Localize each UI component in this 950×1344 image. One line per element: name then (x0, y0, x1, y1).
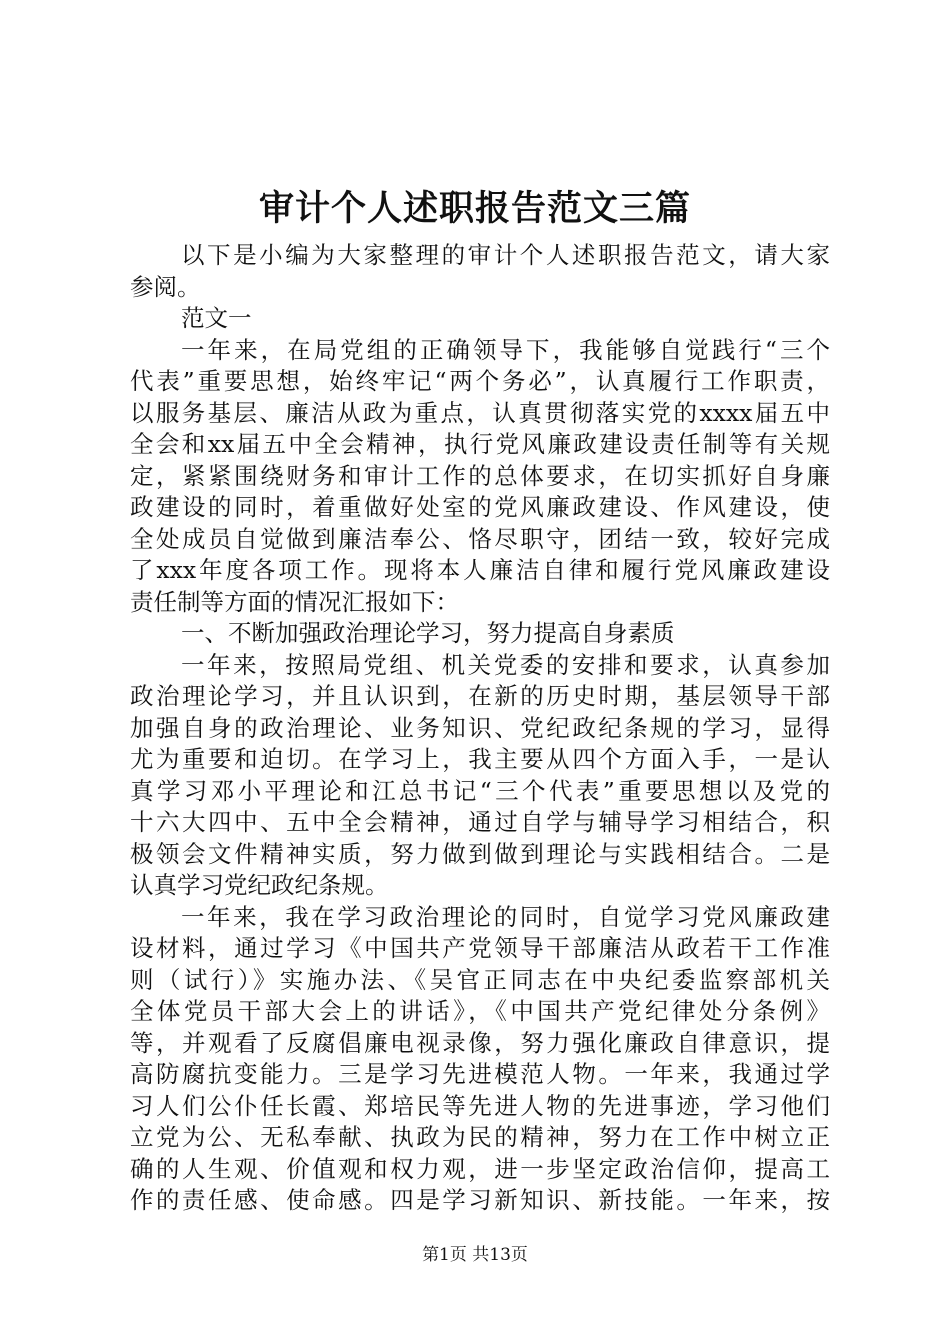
section-heading: 一、不断加强政治理论学习，努力提高自身素质 (181, 619, 675, 647)
paragraph-line: 十六大四中、五中全会精神，通过自学与辅导学习相结合，积 (130, 808, 830, 836)
paragraph-line: 代表”重要思想，始终牢记“两个务必”，认真履行工作职责， (130, 367, 830, 395)
paragraph-line: 作的责任感、使命感。四是学习新知识、新技能。一年来，按 (130, 1186, 830, 1214)
paragraph-line: 以服务基层、廉洁从政为重点，认真贯彻落实党的xxxx届五中 (130, 398, 830, 427)
document-body (130, 240, 830, 1217)
paragraph-line: 政治理论学习，并且认识到，在新的历史时期，基层领导干部 (130, 682, 830, 710)
paragraph-line: 全体党员干部大会上的讲话》，《中国共产党纪律处分条例》 (130, 997, 830, 1025)
paragraph-line: 加强自身的政治理论、业务知识、党纪政纪条规的学习，显得 (130, 713, 830, 742)
paragraph-line: 高防腐抗变能力。三是学习先进模范人物。一年来，我通过学 (130, 1060, 830, 1088)
paragraph-line: 定，紧紧围绕财务和审计工作的总体要求，在切实抓好自身廉 (130, 461, 830, 490)
paragraph-line: 全处成员自觉做到廉洁奉公、恪尽职守，团结一致，较好完成 (130, 524, 830, 553)
paragraph-line: 认真学习党纪政纪条规。 (130, 871, 389, 899)
paragraph-line: 参阅。 (130, 272, 201, 301)
page-number-footer: 第1页 共13页 (422, 1245, 528, 1265)
paragraph-line: 确的人生观、价值观和权力观，进一步坚定政治信仰，提高工 (130, 1154, 830, 1183)
paragraph-line: 一年来，按照局党组、机关党委的安排和要求，认真参加 (181, 650, 830, 679)
paragraph-line: 极领会文件精神实质，努力做到做到理论与实践相结合。二是 (130, 839, 830, 868)
paragraph-line: 尤为重要和迫切。在学习上，我主要从四个方面入手，一是认 (130, 745, 830, 773)
section-label: 范文一 (181, 304, 252, 332)
paragraph-line: 全会和xx届五中全会精神，执行党风廉政建设责任制等有关规 (130, 430, 830, 458)
paragraph-line: 了xxx年度各项工作。现将本人廉洁自律和履行党风廉政建设 (130, 556, 830, 584)
paragraph-line: 则（试行）》实施办法、《吴官正同志在中央纪委监察部机关 (130, 965, 830, 994)
paragraph-line: 习人们公仆任长霞、郑培民等先进人物的先进事迹，学习他们 (130, 1091, 830, 1120)
paragraph-line: 立党为公、无私奉献、执政为民的精神，努力在工作中树立正 (130, 1123, 830, 1151)
paragraph-line: 以下是小编为大家整理的审计个人述职报告范文，请大家 (181, 241, 830, 269)
paragraph-line: 真学习邓小平理论和江总书记“三个代表”重要思想以及党的 (130, 776, 830, 805)
paragraph-line: 等，并观看了反腐倡廉电视录像，努力强化廉政自律意识，提 (130, 1028, 830, 1057)
paragraph-line: 一年来，我在学习政治理论的同时，自觉学习党风廉政建 (181, 902, 830, 931)
document-title: 审计个人述职报告范文三篇 (258, 188, 691, 229)
paragraph-line: 责任制等方面的情况汇报如下： (130, 587, 459, 616)
paragraph-line: 设材料，通过学习《中国共产党领导干部廉洁从政若干工作准 (130, 934, 830, 962)
paragraph-line: 一年来，在局党组的正确领导下，我能够自觉践行“三个 (181, 335, 830, 364)
paragraph-line: 政建设的同时，着重做好处室的党风廉政建设、作风建设，使 (130, 493, 830, 521)
